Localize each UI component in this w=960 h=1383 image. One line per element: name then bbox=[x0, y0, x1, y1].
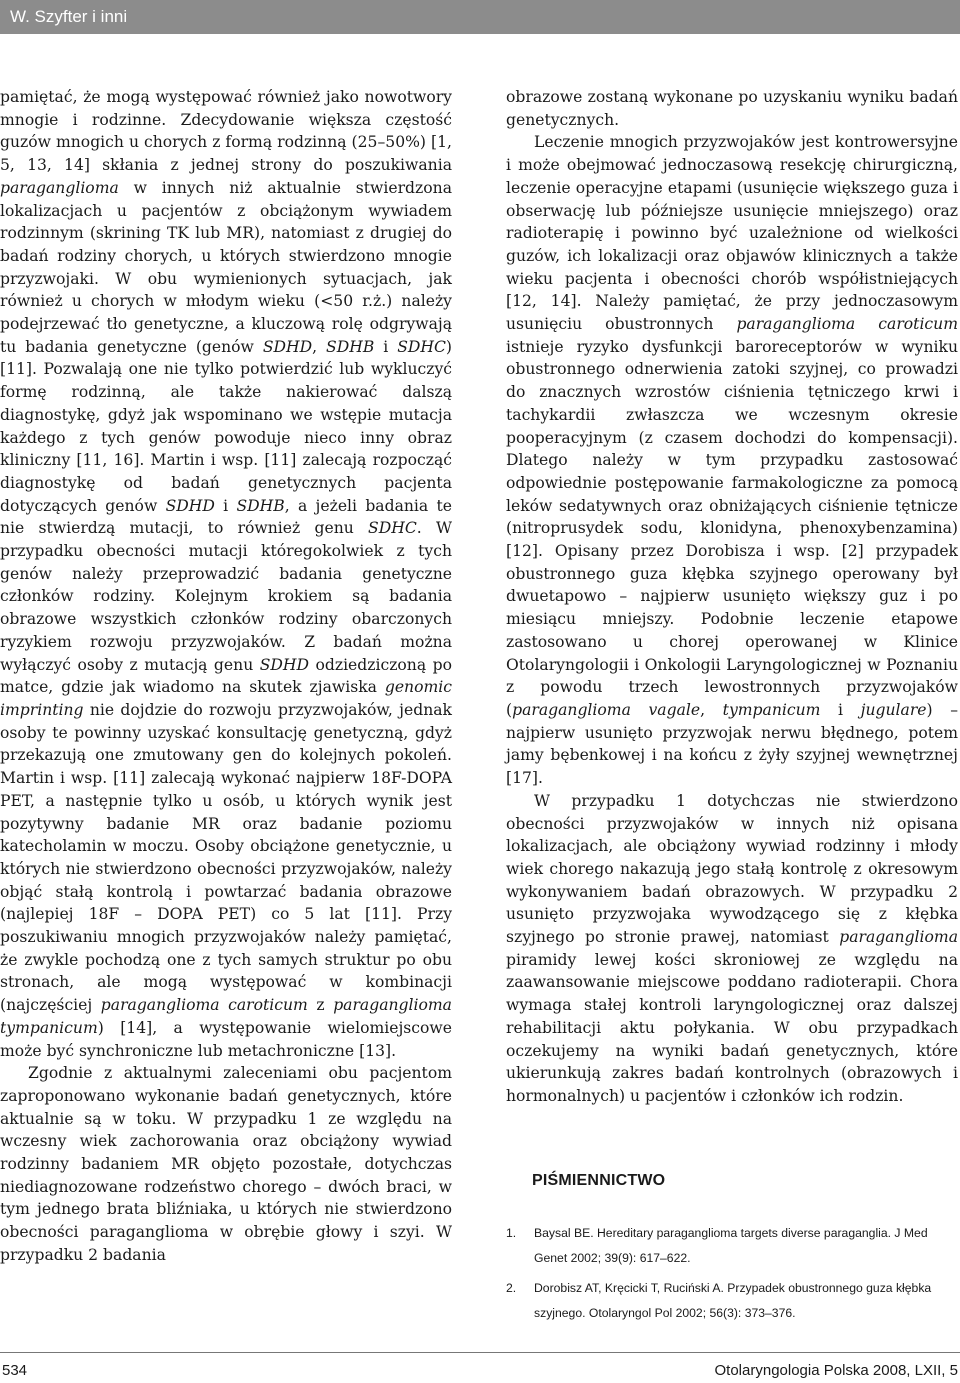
reference-text: Dorobisz AT, Kręcicki T, Ruciński A. Przypadek obustronnego guza kłębka szyjnego. Otolaryngol Pol 2002; 56(3): 373–376. bbox=[534, 1281, 932, 1320]
references-list bbox=[506, 1221, 960, 1331]
right-paragraph-2: Leczenie mnogich przyzwojaków jest kontrowersyjne i może obejmować jednoczasową resekcję chirurgiczną, leczenie operacyjne etapami (usunięcie większego guza i obserwację lub późniejsze usunięcie mniejszego) oraz radioterapię i powinno być uzależnione od wielkości guzów, ich lokalizacji oraz objawów klinicznych a także wieku pacjenta i obecności chorób współistniejących [12, 14]. Należy pamiętać, że przy jednoczasowym usunięciu obustronnych paraganglioma caroticum istnieje ryzyko dysfunkcji baroreceptorów w wyniku obustronnego odnerwienia zatoki szyjnej, co prowadzi do znacznych wzrostów ciśnienia tętniczego krwi i tachykardii zwłaszcza we wczesnym okresie pooperacyjnym (z czasem dochodzi do kompensacji). Dlatego należy w tym przypadku zastosować odpowiednie postępowanie farmakologiczne za pomocą leków sedatywnych oraz obniżających ciśnienie tętnicze (nitroprusydek sodu, klonidyna, phenoxybenzamina) [12]. Opisany przez Dorobisza i wsp. [2] przypadek obustronnego guza kłębka szyjnego operowany był dwuetapowo – najpierw usunięto większy guz i po miesiącu mniejszy. Podobnie leczenie etapowe zastosowano u chorej operowanej w Klinice Otolaryngologii i Onkologii Laryngologicznej w Poznaniu z powodu trzech lewostronnych przyzwojaków (paraganglioma vagale, tympanicum i jugulare) – najpierw usunięto przyzwojak nerwu błędnego, potem jamy bębenkowej i na końcu z żyły szyjnej wewnętrznej [17]. bbox=[506, 133, 959, 788]
references-heading: PIŚMIENNICTWO bbox=[532, 1172, 666, 1189]
reference-item bbox=[506, 1276, 960, 1325]
reference-number: 1. bbox=[506, 1226, 517, 1240]
left-paragraph-2: Zgodnie z aktualnymi zaleceniami obu pacjentom zaproponowano wykonanie badań genetycznych, które aktualnie są w toku. W przypadku 1 ze względu na wczesny wiek zachorowania oraz obciążony wywiad rodzinny badaniem MR objęto pozostałe, dotychczas niediagnozowane rodzeństwo chorego – dwóch braci, w tym jednego brata bliźniaka, u których nie stwierdzono obecności paraganglioma w obrębie głowy i szyi. W przypadku 2 badania bbox=[0, 1064, 452, 1264]
running-header bbox=[0, 0, 960, 34]
reference-text: Baysal BE. Hereditary paraganglioma targets diverse paraganglia. J Med Genet 2002; 39(9): 617–622. bbox=[534, 1226, 928, 1265]
left-column bbox=[0, 86, 452, 1267]
right-paragraph-1: obrazowe zostaną wykonane po uzyskaniu wyniku badań genetycznych. bbox=[506, 88, 958, 129]
section-title: W. Szyfter i inni bbox=[10, 7, 128, 26]
right-paragraph-3: W przypadku 1 dotychczas nie stwierdzono obecności przyzwojaków w innych niż opisana lokalizacjach, ale obciążony wywiad rodzinny i młody wiek chorego nakazują jego stałą kontrolę z okresowym wykonywaniem badań obrazowych. W przypadku 2 usunięto przyzwojaka wywodzącego się z kłębka szyjnego po stronie prawej, natomiast paraganglioma piramidy lewej kości skroniowej ze względu na zaawansowanie miejscowe poddano radioterapii. Chora wymaga stałej kontroli laryngologicznej oraz dalszej rehabilitacji aktu połykania. W obu przypadkach oczekujemy na wyniki badań genetycznych, które ukierunkują zakres badań kontrolnych (obrazowych i hormonalnych) u pacjentów i członków ich rodzin. bbox=[506, 791, 958, 1105]
footer-divider bbox=[0, 1352, 960, 1353]
page-number: 534 bbox=[2, 1362, 28, 1379]
left-paragraph-1: pamiętać, że mogą występować również jako nowotwory mnogie i rodzinne. Zdecydowanie większa częstość guzów mnogich u chorych z formą rodzinną (25–50%) [1, 5, 13, 14] skłania z jednej strony do poszukiwania paraganglioma w innych niż aktualnie stwierdzona lokalizacjach u pacjentów z obciążonym wywiadem rodzinnym (skrining TK lub MR), natomiast z drugiej do badań rodziny chorych, u których stwierdzono mnogie przyzwojaki. W obu wymienionych sytuacjach, jak również u chorych w młodym wieku (<50 r.ż.) należy podejrzewać tło genetyczne, a kluczową rolę odgrywają tu badania genetyczne (genów SDHD, SDHB i SDHC) [11]. Pozwalają one nie tylko potwierdzić lub wykluczyć formę rodzinną, ale także nakierować dalszą diagnostykę, gdyż jak wspominano we wstępie mutacja każdego z tych genów powoduje nieco inny obraz kliniczny [11, 16]. Martin i wsp. [11] zalecają rozpocząć diagnostykę od badań genetycznych pacjenta dotyczących genów SDHD i SDHB, a jeżeli badania te nie stwierdzą mutacji, to również genu SDHC. W przypadku obecności mutacji któregokolwiek z tych genów należy przeprowadzić badania genetyczne członków rodziny. Kolejnym krokiem są badania obrazowe wszystkich członków rodziny obarczonych ryzykiem rozwoju przyzwojaków. Z badań można wyłączyć osoby z mutacją genu SDHD odziedziczoną po matce, gdzie jak wiadomo na skutek zjawiska genomic imprinting nie dojdzie do rozwoju przyzwojaków, jednak osoby te powinny uzyskać konsultację genetyczną, gdyż przekazują one zmutowany gen do kolejnych pokoleń. Martin i wsp. [11] zalecają wykonać najpierw 18F-DOPA PET, a następnie tylko u osób, u których wynik jest pozytywny badanie MR oraz badanie poziomu katecholamin w moczu. Osoby obciążone genetycznie, u których nie stwierdzono obecności przyzwojaków, należy objąć stałą kontrolą i powtarzać badania obrazowe (najlepiej 18F – DOPA PET) co 5 lat [11]. Przy poszukiwaniu mnogich przyzwojaków należy pamiętać, że zwykle pochodzą one z tych samych struktur po obu stronach, ale mogą występować w kombinacji (najczęściej paraganglioma caroticum z paraganglioma tympanicum) [14], a występowanie wielomiejscowe może być synchroniczne lub metachroniczne [13]. bbox=[0, 88, 452, 1060]
reference-item bbox=[506, 1221, 960, 1270]
journal-citation: Otolaryngologia Polska 2008, LXII, 5 bbox=[714, 1362, 958, 1379]
right-column bbox=[506, 86, 958, 1108]
reference-number: 2. bbox=[506, 1281, 517, 1295]
